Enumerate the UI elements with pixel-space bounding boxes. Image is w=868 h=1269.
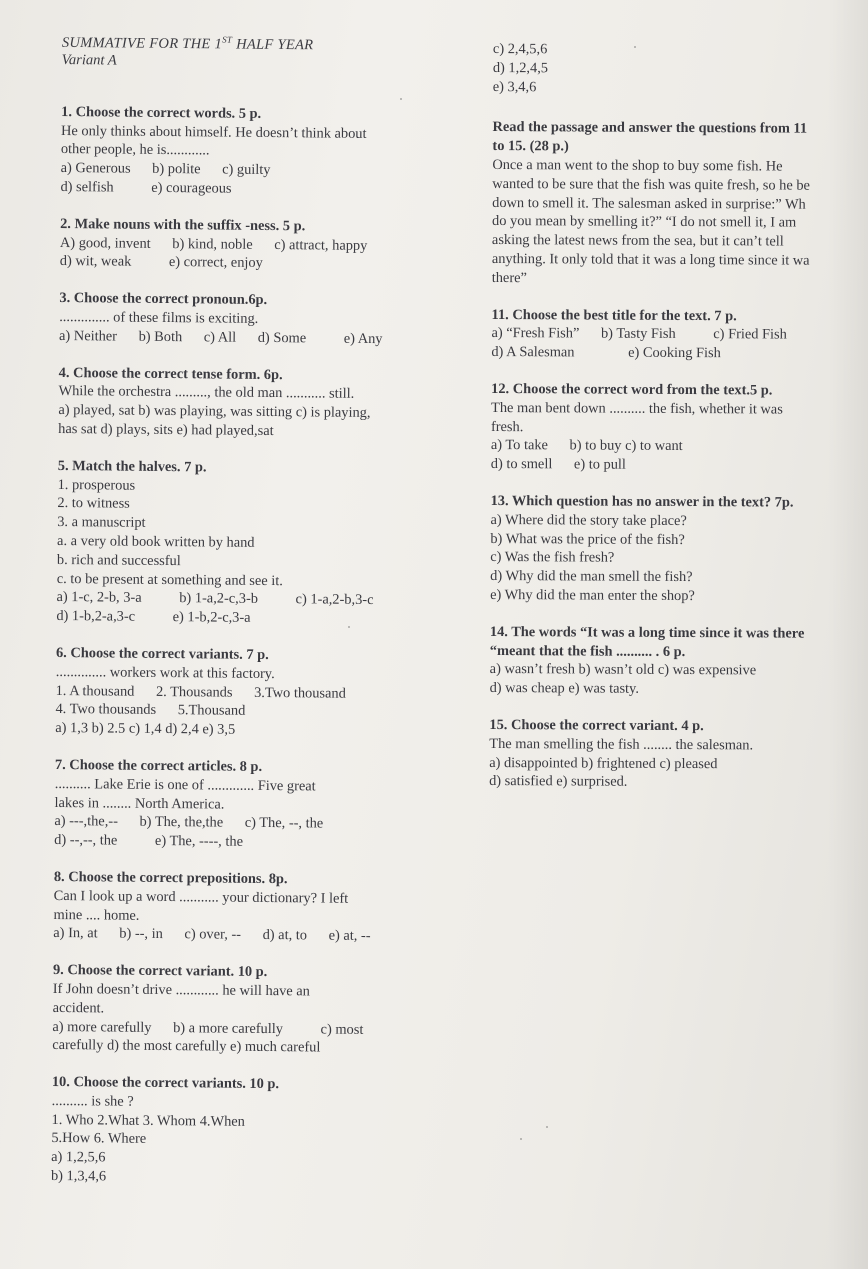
option: e) courageous <box>151 179 232 197</box>
list-item: 2. Thousands <box>155 683 233 701</box>
question-6 <box>55 644 426 742</box>
options-row <box>56 607 426 629</box>
options-row <box>54 831 424 853</box>
question-heading: 4. Choose the correct tense form. 6p. <box>58 364 283 383</box>
passage-line: Once a man went to the shop to buy some fish. He <box>492 156 783 175</box>
option: a) To take <box>490 437 548 454</box>
option: e) 3,5 <box>202 721 236 738</box>
paper-speck <box>400 98 402 100</box>
variant-label: Variant A <box>61 51 117 69</box>
option: d) was cheap <box>489 680 565 697</box>
option: a) played, sat <box>58 402 135 419</box>
option: b) The, the,the <box>139 814 224 831</box>
option: e) was tasty. <box>568 680 639 697</box>
question-text: .......... is she ? <box>51 1092 134 1110</box>
option: c) Was the fish fresh? <box>490 549 615 566</box>
question-heading: 13. Which question has no answer in the text? 7p. <box>490 492 794 511</box>
option: b) was playing, was sitting <box>138 402 293 421</box>
option: e) much careful <box>230 1038 321 1056</box>
question-text: He only thinks about himself. He doesn’t think about <box>60 122 367 142</box>
option: a) In, at <box>53 925 98 942</box>
option: e) 1-b,2-c,3-a <box>172 609 251 626</box>
passage-line: there” <box>491 269 527 286</box>
option: d) wit, weak <box>59 253 132 271</box>
option: e) Any <box>343 330 383 347</box>
option: d) satisfied <box>489 773 553 790</box>
question-heading: “meant that the fish .......... . 6 p. <box>489 642 686 660</box>
question-heading: 7. Choose the correct articles. 8 p. <box>54 756 263 775</box>
option: c) to want <box>625 438 683 455</box>
reading-passage <box>492 118 858 289</box>
left-column <box>51 30 432 1207</box>
option: d) 2,4 <box>165 721 199 738</box>
option: a) Where did the story take place? <box>490 511 687 529</box>
question-heading: 2. Make nouns with the suffix -ness. 5 p. <box>60 215 306 235</box>
question-text: other people, he is............ <box>60 141 210 159</box>
match-item: a. a very old book written by hand <box>57 532 255 551</box>
options-row <box>58 420 428 442</box>
question-9 <box>52 961 423 1059</box>
options-row <box>60 252 430 274</box>
question-text: The man smelling the fish ........ the salesman. <box>489 735 754 754</box>
question-text: .............. workers work at this factory. <box>55 663 275 682</box>
option: a) ---,the,-- <box>54 813 118 830</box>
options-row <box>491 455 856 476</box>
match-item: c. to be present at something and see it. <box>56 570 284 589</box>
option: d) Why did the man smell the fish? <box>490 568 693 586</box>
option: e) The, ----, the <box>154 833 244 850</box>
options-row <box>489 753 854 774</box>
list-item: 1. Who <box>51 1111 94 1129</box>
question-heading: 8. Choose the correct prepositions. 8p. <box>53 868 288 888</box>
option: b) polite <box>152 161 201 178</box>
list-item: 3.Two thousand <box>254 684 346 702</box>
title-end: HALF YEAR <box>232 36 314 54</box>
question-3 <box>59 289 430 349</box>
question-text: mine .... home. <box>53 906 140 924</box>
list-item: 2.What <box>97 1112 140 1129</box>
passage-heading: to 15. (28 p.) <box>492 138 569 155</box>
option: c) over, -- <box>184 926 242 944</box>
list-item: 1. A thousand <box>55 682 135 700</box>
options-row <box>59 327 429 349</box>
question-text: .............. of these films is exciting. <box>59 308 259 327</box>
question-4 <box>58 364 429 443</box>
option: c) 1-a,2-b,3-c <box>295 591 374 609</box>
option: a) 1-c, 2-b, 3-a <box>56 589 142 607</box>
question-heading: 10. Choose the correct variants. 10 p. <box>51 1074 280 1093</box>
option: d) Some <box>257 329 307 347</box>
options-row <box>490 679 855 700</box>
options-row <box>60 178 430 200</box>
paper-speck <box>520 1138 522 1140</box>
option: c) Fried Fish <box>713 326 787 343</box>
option: b) 2.5 <box>91 720 126 737</box>
question-heading: 6. Choose the correct variants. 7 p. <box>55 644 269 663</box>
option: a) more carefully <box>52 1018 152 1036</box>
option: c) guilty <box>222 161 271 179</box>
option: a) “Fresh Fish” <box>491 325 580 342</box>
option: d) A Salesman <box>491 344 575 361</box>
option: d) --,--, the <box>54 832 118 849</box>
option: a) Neither <box>58 327 118 345</box>
list-item: 4. Two thousands <box>55 701 157 719</box>
question-heading: 5. Match the halves. 7 p. <box>57 457 207 476</box>
option: d) plays, sits <box>100 421 173 439</box>
option: e) to pull <box>573 456 626 473</box>
option: d) to smell <box>490 456 553 473</box>
passage-line: anything. It only told that it was a long time since it wa <box>491 250 810 269</box>
option: c) All <box>203 329 237 346</box>
option: a) 1,3 <box>55 720 89 737</box>
question-heading: 15. Choose the correct variant. 4 p. <box>489 716 704 735</box>
question-heading: 3. Choose the correct pronoun.6p. <box>59 290 268 309</box>
option: e) Why did the man enter the shop? <box>490 586 695 604</box>
question-10 <box>51 1073 422 1189</box>
option: b) frightened <box>581 754 656 772</box>
option: A) good, invent <box>59 234 151 252</box>
option: a) wasn’t fresh <box>489 661 575 678</box>
match-item: 2. to witness <box>57 495 130 513</box>
option: b) a more carefully <box>173 1019 284 1037</box>
option: d) the most carefully <box>106 1037 227 1055</box>
passage-line: wanted to be sure that the fish was quite fresh, so he be <box>492 175 811 194</box>
question-text: Can I look up a word ........... your dictionary? I left <box>53 887 349 907</box>
option: b) 1-a,2-c,3-b <box>179 590 259 608</box>
option: has sat <box>58 420 98 438</box>
question-5 <box>56 457 428 630</box>
option: b) Both <box>138 328 183 345</box>
option: a) 1,2,5,6 <box>51 1149 106 1166</box>
question-heading: 12. Choose the correct word from the text.5 p. <box>491 380 773 399</box>
list-item: 3. Whom <box>142 1112 197 1130</box>
question-13 <box>490 492 856 607</box>
option: b) to buy <box>569 437 622 455</box>
option: c) The, --, the <box>244 815 324 832</box>
options-row <box>490 660 855 681</box>
question-text: While the orchestra ........., the old man ........... still. <box>58 383 355 403</box>
question-heading: 1. Choose the correct words. 5 p. <box>61 103 262 122</box>
option: a) Generous <box>60 160 131 177</box>
paper-speck <box>634 46 636 48</box>
items-row <box>51 1129 421 1151</box>
paper-speck <box>546 1126 548 1128</box>
question-text: fresh. <box>490 418 524 435</box>
option: c) 2,4,5,6 <box>492 40 548 58</box>
options-row <box>489 772 854 793</box>
question-11 <box>491 306 856 364</box>
list-item: 6. Where <box>93 1130 147 1148</box>
option: c) most <box>320 1021 364 1038</box>
option: c) is playing, <box>295 404 371 422</box>
question-text: The man bent down .......... the fish, whether it was <box>491 399 783 418</box>
options-row <box>52 1036 422 1058</box>
option: d) 1-b,2-a,3-c <box>56 608 136 625</box>
options-row <box>55 719 425 741</box>
passage-line: do you mean by smelling it?” “I do not smell it, I am <box>492 213 797 231</box>
page-title <box>62 30 432 55</box>
match-item: 1. prosperous <box>57 476 136 494</box>
option: b) Tasty Fish <box>600 325 676 343</box>
match-item: 3. a manuscript <box>57 514 146 531</box>
title-superscript: ST <box>222 34 233 45</box>
options-row <box>491 343 856 364</box>
match-item: b. rich and successful <box>56 551 181 569</box>
title-text: SUMMATIVE FOR THE 1 <box>61 34 223 53</box>
option: d) selfish <box>60 179 114 196</box>
option: e) correct, enjoy <box>168 254 263 272</box>
option: e) surprised. <box>556 773 628 791</box>
option: e) 3,4,6 <box>492 78 537 95</box>
options-row <box>491 324 856 345</box>
list-item: 5.Thousand <box>177 702 246 720</box>
question-heading: 9. Choose the correct variant. 10 p. <box>52 962 268 981</box>
option: b) What was the price of the fish? <box>490 530 685 548</box>
question-7 <box>54 756 425 854</box>
question-text: .......... Lake Erie is one of ............. Five great <box>54 775 316 795</box>
option: b) kind, noble <box>172 235 253 253</box>
option: e) at, -- <box>328 927 371 945</box>
question-1 <box>60 103 431 201</box>
option: b) --, in <box>119 925 163 943</box>
question-10-continued <box>493 40 858 98</box>
option: e) Cooking Fish <box>628 344 721 362</box>
passage-line: asking the latest news from the sea, but it can’t tell <box>491 232 784 250</box>
question-8 <box>53 868 424 947</box>
right-column <box>489 40 858 811</box>
passage-line: down to smell it. The salesman asked in surprise:” Wh <box>492 194 806 213</box>
option: d) 1,2,4,5 <box>492 59 549 77</box>
question-text: lakes in ........ North America. <box>54 794 225 813</box>
option: c) 1,4 <box>128 720 162 738</box>
question-text: accident. <box>52 999 105 1017</box>
option: b) 1,3,4,6 <box>50 1168 107 1185</box>
question-14 <box>490 623 855 700</box>
option: c) attract, happy <box>274 236 368 254</box>
question-heading: 14. The words “It was a long time since it was there <box>489 623 805 642</box>
question-heading: 11. Choose the best title for the text. 7 p. <box>491 306 737 324</box>
option: a) disappointed <box>489 754 578 771</box>
option: carefully <box>52 1037 104 1054</box>
option: e) had played,sat <box>176 422 274 440</box>
options-row <box>53 924 423 946</box>
option: b) wasn’t old <box>578 661 655 679</box>
list-item: 5.How <box>51 1130 91 1147</box>
question-12 <box>491 380 856 476</box>
list-item: 4.When <box>199 1113 245 1130</box>
question-2 <box>60 215 431 275</box>
question-text: If John doesn’t drive ............ he will have an <box>52 980 310 1000</box>
option: d) at, to <box>262 927 308 944</box>
paper-speck <box>348 626 350 628</box>
passage-heading: Read the passage and answer the questions from 11 <box>492 119 808 138</box>
option: c) was expensive <box>657 662 757 679</box>
option: c) pleased <box>659 755 718 772</box>
options-row <box>491 436 856 457</box>
question-15 <box>489 716 854 793</box>
